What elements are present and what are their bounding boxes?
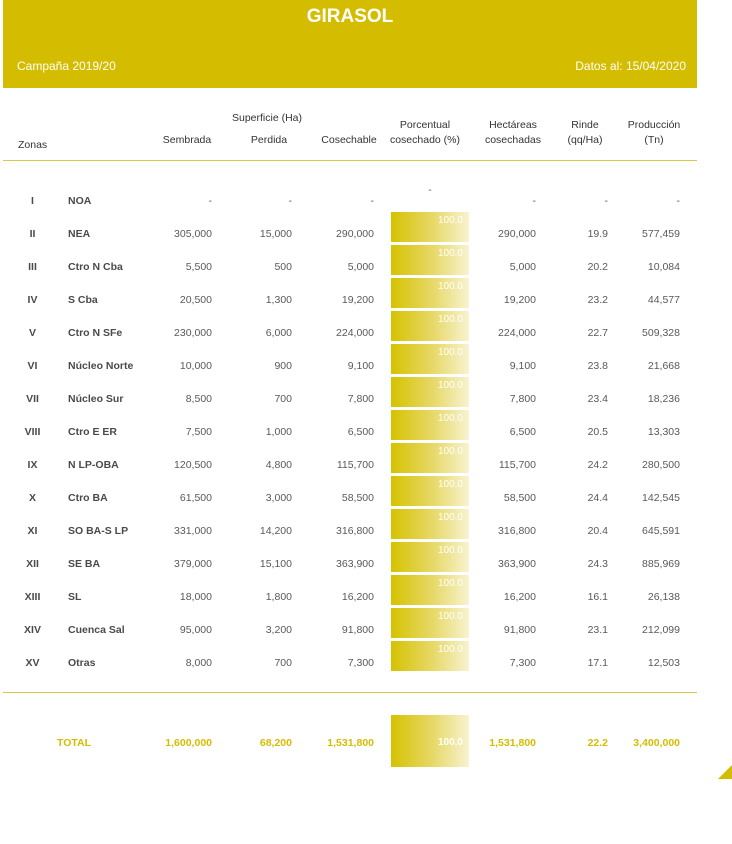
row-percent: 100.0: [437, 248, 463, 259]
row-percent: 100.0: [437, 314, 463, 325]
header-superficie: Superficie (Ha): [231, 112, 303, 124]
header-rinde-line1: Rinde: [571, 119, 599, 131]
row-perdida: 900: [274, 360, 292, 372]
row-zona: SO BA-S LP: [68, 525, 129, 537]
total-label: TOTAL: [57, 737, 92, 749]
row-rinde: 19.9: [587, 228, 608, 240]
header-zonas: Zonas: [18, 139, 48, 151]
header-divider: [3, 160, 697, 161]
row-cosechable: 9,100: [347, 360, 374, 372]
row-produccion: 18,236: [647, 393, 680, 405]
row-cosechable: -: [370, 195, 374, 207]
row-rinde: 20.4: [587, 525, 608, 537]
header-hectareas: [476, 118, 550, 148]
row-rinde: 23.2: [587, 294, 608, 306]
campaign-label: Campaña 2019/20: [17, 59, 116, 73]
row-percent-box: [391, 212, 469, 242]
row-cosechadas: 19,200: [503, 294, 536, 306]
row-perdida: 1,800: [265, 591, 292, 603]
header-porcentual-line2: cosechado (%): [389, 134, 461, 146]
row-zona: Núcleo Norte: [68, 360, 134, 372]
row-cosechadas: 363,900: [498, 558, 536, 570]
row-zona: S Cba: [68, 294, 98, 306]
row-produccion: 280,500: [642, 459, 680, 471]
row-number: XV: [25, 657, 40, 669]
row-cosechable: 6,500: [347, 426, 374, 438]
row-cosechadas: 16,200: [503, 591, 536, 603]
row-cosechable: 58,500: [341, 492, 374, 504]
row-cosechable: 19,200: [341, 294, 374, 306]
total-percent-value: 100.0: [437, 737, 463, 748]
row-percent-box: [391, 476, 469, 506]
row-zona: Cuenca Sal: [68, 624, 125, 636]
row-cosechable: 115,700: [336, 459, 374, 471]
row-cosechable: 224,000: [336, 327, 374, 339]
row-number: XIV: [24, 624, 41, 636]
row-sembrada: 18,000: [179, 591, 212, 603]
row-perdida: 3,000: [265, 492, 292, 504]
row-percent-box: [391, 278, 469, 308]
total-rinde: 22.2: [587, 737, 608, 749]
row-cosechadas: 58,500: [503, 492, 536, 504]
row-cosechable: 16,200: [341, 591, 374, 603]
row-sembrada: 8,500: [185, 393, 212, 405]
row-percent: 100.0: [437, 578, 463, 589]
row-sembrada: 331,000: [174, 525, 212, 537]
row-percent-box: [391, 443, 469, 473]
total-percent-box: [391, 715, 469, 767]
row-number: XII: [26, 558, 39, 570]
total-sembrada: 1,600,000: [165, 737, 212, 749]
row-rinde: -: [604, 195, 608, 207]
row-sembrada: 7,500: [185, 426, 212, 438]
row-sembrada: 95,000: [179, 624, 212, 636]
row-perdida: -: [288, 195, 292, 207]
row-zona: Otras: [68, 657, 96, 669]
row-zona: Ctro BA: [68, 492, 108, 504]
row-cosechadas: 290,000: [498, 228, 536, 240]
row-percent: 100.0: [437, 446, 463, 457]
row-number: X: [28, 492, 36, 504]
row-percent: 100.0: [437, 644, 463, 655]
row-zona: SL: [68, 591, 82, 603]
row-produccion: 12,503: [647, 657, 680, 669]
header-hectareas-line2: cosechadas: [484, 134, 542, 146]
total-divider: [3, 692, 697, 693]
row-percent: 100.0: [437, 380, 463, 391]
row-percent-box: [391, 542, 469, 572]
row-number: II: [29, 228, 36, 240]
row-cosechable: 7,300: [347, 657, 374, 669]
row-rinde: 23.1: [587, 624, 608, 636]
header-produccion: [618, 118, 690, 148]
row-sembrada: 8,000: [185, 657, 212, 669]
row-percent: 100.0: [437, 512, 463, 523]
row-produccion: -: [676, 195, 680, 207]
row-rinde: 16.1: [587, 591, 608, 603]
row-zona: SE BA: [68, 558, 101, 570]
row-percent-box: [391, 509, 469, 539]
row-cosechadas: 115,700: [498, 459, 536, 471]
row-perdida: 700: [274, 657, 292, 669]
row-rinde: 24.2: [587, 459, 608, 471]
row-perdida: 15,000: [259, 228, 292, 240]
row-produccion: 13,303: [647, 426, 680, 438]
header-rinde-line2: (qq/Ha): [567, 134, 603, 146]
row-produccion: 44,577: [647, 294, 680, 306]
row-cosechadas: 6,500: [509, 426, 536, 438]
row-produccion: 645,591: [642, 525, 680, 537]
row-rinde: 17.1: [587, 657, 608, 669]
row-produccion: 577,459: [642, 228, 680, 240]
row-percent-box: [391, 575, 469, 605]
row-number: IV: [27, 294, 38, 306]
row-rinde: 22.7: [587, 327, 608, 339]
row-zona: Ctro N Cba: [68, 261, 123, 273]
row-perdida: 14,200: [259, 525, 292, 537]
row-sembrada: 120,500: [174, 459, 212, 471]
row-percent: 100.0: [437, 479, 463, 490]
row-sembrada: 20,500: [179, 294, 212, 306]
row-cosechadas: 7,800: [509, 393, 536, 405]
row-cosechadas: 316,800: [498, 525, 536, 537]
row-cosechadas: 9,100: [509, 360, 536, 372]
row-percent-box: [391, 344, 469, 374]
row-cosechadas: 224,000: [498, 327, 536, 339]
row-rinde: 20.5: [587, 426, 608, 438]
row-number: I: [31, 195, 34, 207]
row-number: VII: [26, 393, 39, 405]
total-cosechable: 1,531,800: [327, 737, 374, 749]
row-perdida: 1,000: [265, 426, 292, 438]
row-perdida: 1,300: [265, 294, 292, 306]
row-cosechadas: 5,000: [509, 261, 536, 273]
row-cosechable: 5,000: [347, 261, 374, 273]
row-sembrada: -: [208, 195, 212, 207]
row-perdida: 3,200: [265, 624, 292, 636]
row-rinde: 24.4: [587, 492, 608, 504]
title-banner: [3, 0, 697, 88]
row-zona: NEA: [68, 228, 91, 240]
row-cosechable: 290,000: [336, 228, 374, 240]
row-produccion: 509,328: [642, 327, 680, 339]
row-sembrada: 379,000: [174, 558, 212, 570]
total-produccion: 3,400,000: [633, 737, 680, 749]
row-percent: 100.0: [437, 545, 463, 556]
row-perdida: 15,100: [259, 558, 292, 570]
row-number: XIII: [24, 591, 41, 603]
row-percent-box: [391, 311, 469, 341]
row-rinde: 23.8: [587, 360, 608, 372]
row-zona: Núcleo Sur: [68, 393, 124, 405]
header-hectareas-line1: Hectáreas: [489, 119, 537, 131]
page-title: GIRASOL: [306, 6, 394, 27]
corner-triangle-icon: [718, 765, 732, 779]
row-perdida: 4,800: [265, 459, 292, 471]
row-zona: N LP-OBA: [68, 459, 119, 471]
row-sembrada: 230,000: [174, 327, 212, 339]
row-produccion: 21,668: [647, 360, 680, 372]
row-rinde: 23.4: [587, 393, 608, 405]
row-percent-box: [391, 608, 469, 638]
row-sembrada: 305,000: [174, 228, 212, 240]
row-percent: 100.0: [437, 347, 463, 358]
row-number: III: [28, 261, 37, 273]
row-produccion: 10,084: [647, 261, 680, 273]
row-produccion: 885,969: [642, 558, 680, 570]
total-cosechadas: 1,531,800: [489, 737, 536, 749]
row-number: IX: [27, 459, 38, 471]
row-cosechadas: 91,800: [503, 624, 536, 636]
row-percent-box: [391, 410, 469, 440]
header-rinde: [560, 118, 610, 148]
header-produccion-line1: Producción: [627, 119, 681, 131]
row-produccion: 142,545: [642, 492, 680, 504]
row-percent-box: [391, 245, 469, 275]
row-zona: Ctro E ER: [68, 426, 118, 438]
header-sembrada: Sembrada: [162, 134, 212, 146]
row-percent: 100.0: [437, 281, 463, 292]
row-perdida: 500: [274, 261, 292, 273]
row-perdida: 6,000: [265, 327, 292, 339]
row-sembrada: 61,500: [179, 492, 212, 504]
total-perdida: 68,200: [259, 737, 292, 749]
row-percent-box: [391, 377, 469, 407]
row-number: VI: [27, 360, 38, 372]
row-percent-box: [391, 641, 469, 671]
row-sembrada: 5,500: [185, 261, 212, 273]
header-porcentual-line1: Porcentual: [399, 119, 451, 131]
row-rinde: 20.2: [587, 261, 608, 273]
header-cosechable: Cosechable: [321, 134, 377, 146]
row-percent: 100.0: [437, 413, 463, 424]
row-cosechable: 363,900: [336, 558, 374, 570]
row-cosechable: 316,800: [336, 525, 374, 537]
row-cosechadas: 7,300: [509, 657, 536, 669]
row-percent: 100.0: [437, 215, 463, 226]
header-perdida: Perdida: [250, 134, 288, 146]
header-produccion-line2: (Tn): [644, 134, 664, 146]
row-perdida: 700: [274, 393, 292, 405]
row-number: V: [28, 327, 36, 339]
row-percent: -: [428, 185, 432, 196]
row-rinde: 24.3: [587, 558, 608, 570]
header-porcentual: [378, 118, 472, 148]
row-zona: Ctro N SFe: [68, 327, 123, 339]
row-number: XI: [27, 525, 38, 537]
row-produccion: 26,138: [647, 591, 680, 603]
row-cosechable: 91,800: [341, 624, 374, 636]
row-cosechable: 7,800: [347, 393, 374, 405]
row-percent: 100.0: [437, 611, 463, 622]
row-produccion: 212,099: [642, 624, 680, 636]
data-date-label: Datos al: 15/04/2020: [575, 59, 686, 73]
row-number: VIII: [24, 426, 41, 438]
row-sembrada: 10,000: [179, 360, 212, 372]
row-zona: NOA: [68, 195, 92, 207]
row-cosechadas: -: [532, 195, 536, 207]
